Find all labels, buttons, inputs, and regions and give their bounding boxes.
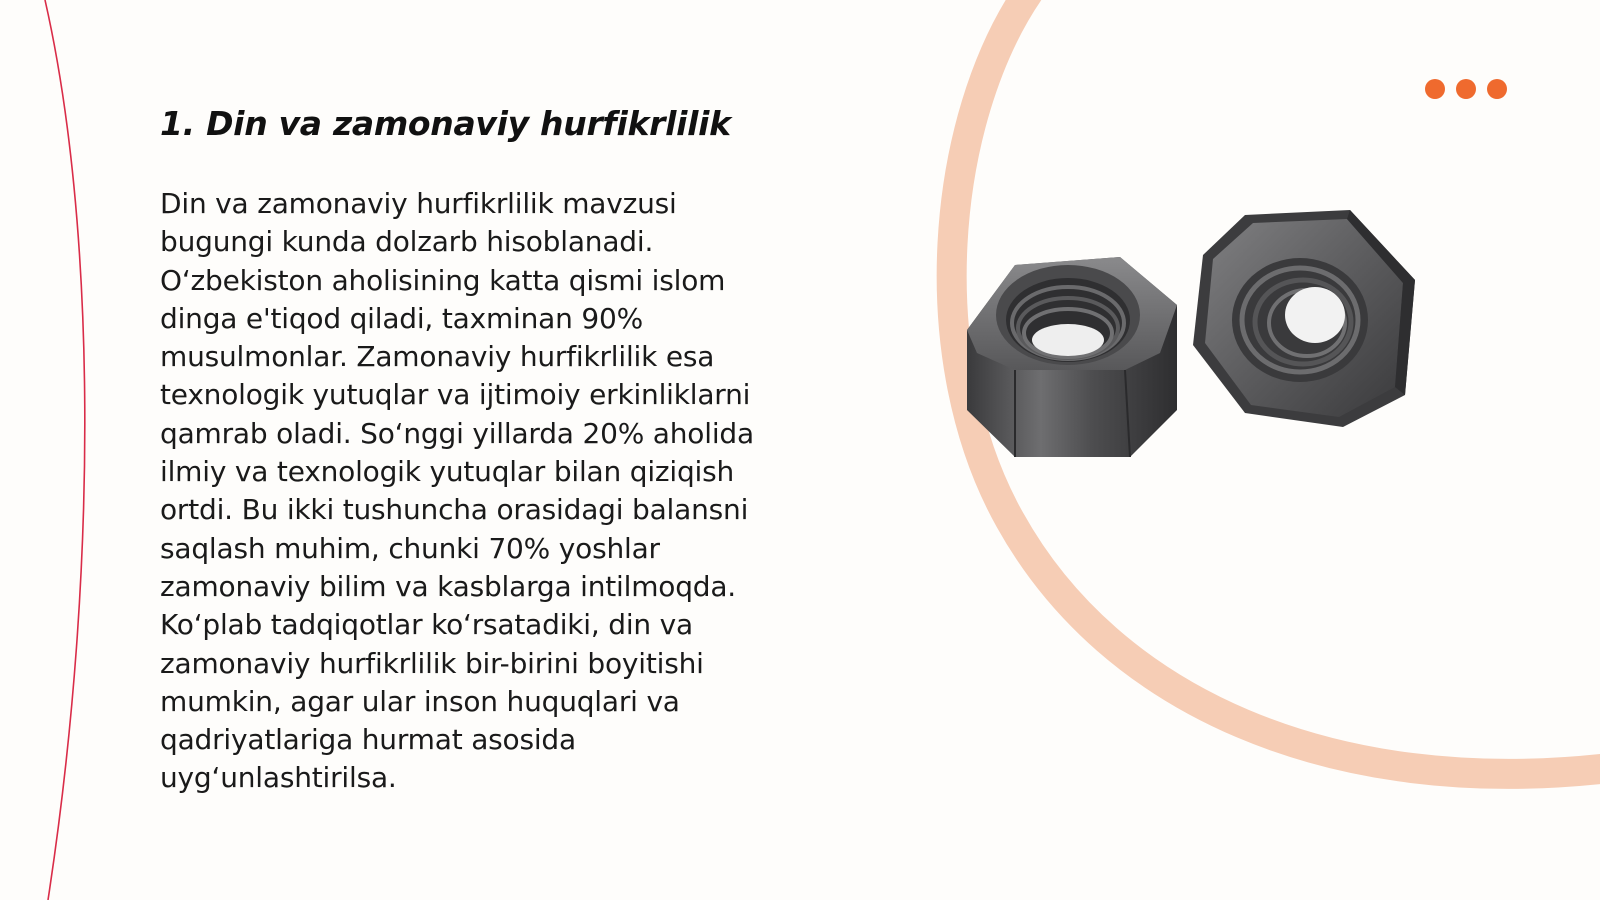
body-line: Ko‘plab tadqiqotlar ko‘rsatadiki, din va — [160, 608, 693, 642]
body-line: zamonaviy bilim va kasblarga intilmoqda. — [160, 569, 737, 603]
left-nut — [967, 257, 1177, 457]
dot — [1456, 79, 1476, 99]
dot — [1425, 79, 1445, 99]
body-paragraph — [160, 185, 820, 798]
body-line: ortdi. Bu ikki tushuncha orasidagi balansni — [160, 493, 749, 527]
body-line: bugungi kunda dolzarb hisoblanadi. — [160, 225, 654, 259]
body-line: Din va zamonaviy hurfikrlilik mavzusi — [160, 187, 677, 220]
body-line: texnologik yutuqlar va ijtimoiy erkinliklarni — [160, 378, 751, 412]
body-line: dinga e'tiqod qiladi, taxminan 90% — [160, 301, 643, 335]
body-line: qamrab oladi. So‘nggi yillarda 20% aholida — [160, 416, 754, 450]
right-nut — [1193, 210, 1415, 427]
body-line: uyg‘unlashtirilsa. — [160, 761, 397, 795]
dot — [1487, 79, 1507, 99]
dots-icon — [1425, 79, 1507, 99]
body-line: saqlash muhim, chunki 70% yoshlar — [160, 531, 660, 565]
slide-title: 1. Din va zamonaviy hurfikrlilik — [160, 104, 731, 143]
body-line: musulmonlar. Zamonaviy hurfikrlilik esa — [160, 340, 715, 374]
body-line: O‘zbekiston aholisining katta qismi islom — [160, 263, 726, 297]
left-red-arc — [45, 0, 85, 900]
body-line: qadriyatlariga hurmat asosida — [160, 723, 576, 757]
body-line: mumkin, agar ular inson huquqlari va — [160, 684, 680, 718]
body-line: zamonaviy hurfikrlilik bir-birini boyitishi — [160, 646, 704, 680]
hex-nuts-photo — [955, 195, 1455, 475]
body-line: ilmiy va texnologik yutuqlar bilan qiziqish — [160, 455, 735, 489]
